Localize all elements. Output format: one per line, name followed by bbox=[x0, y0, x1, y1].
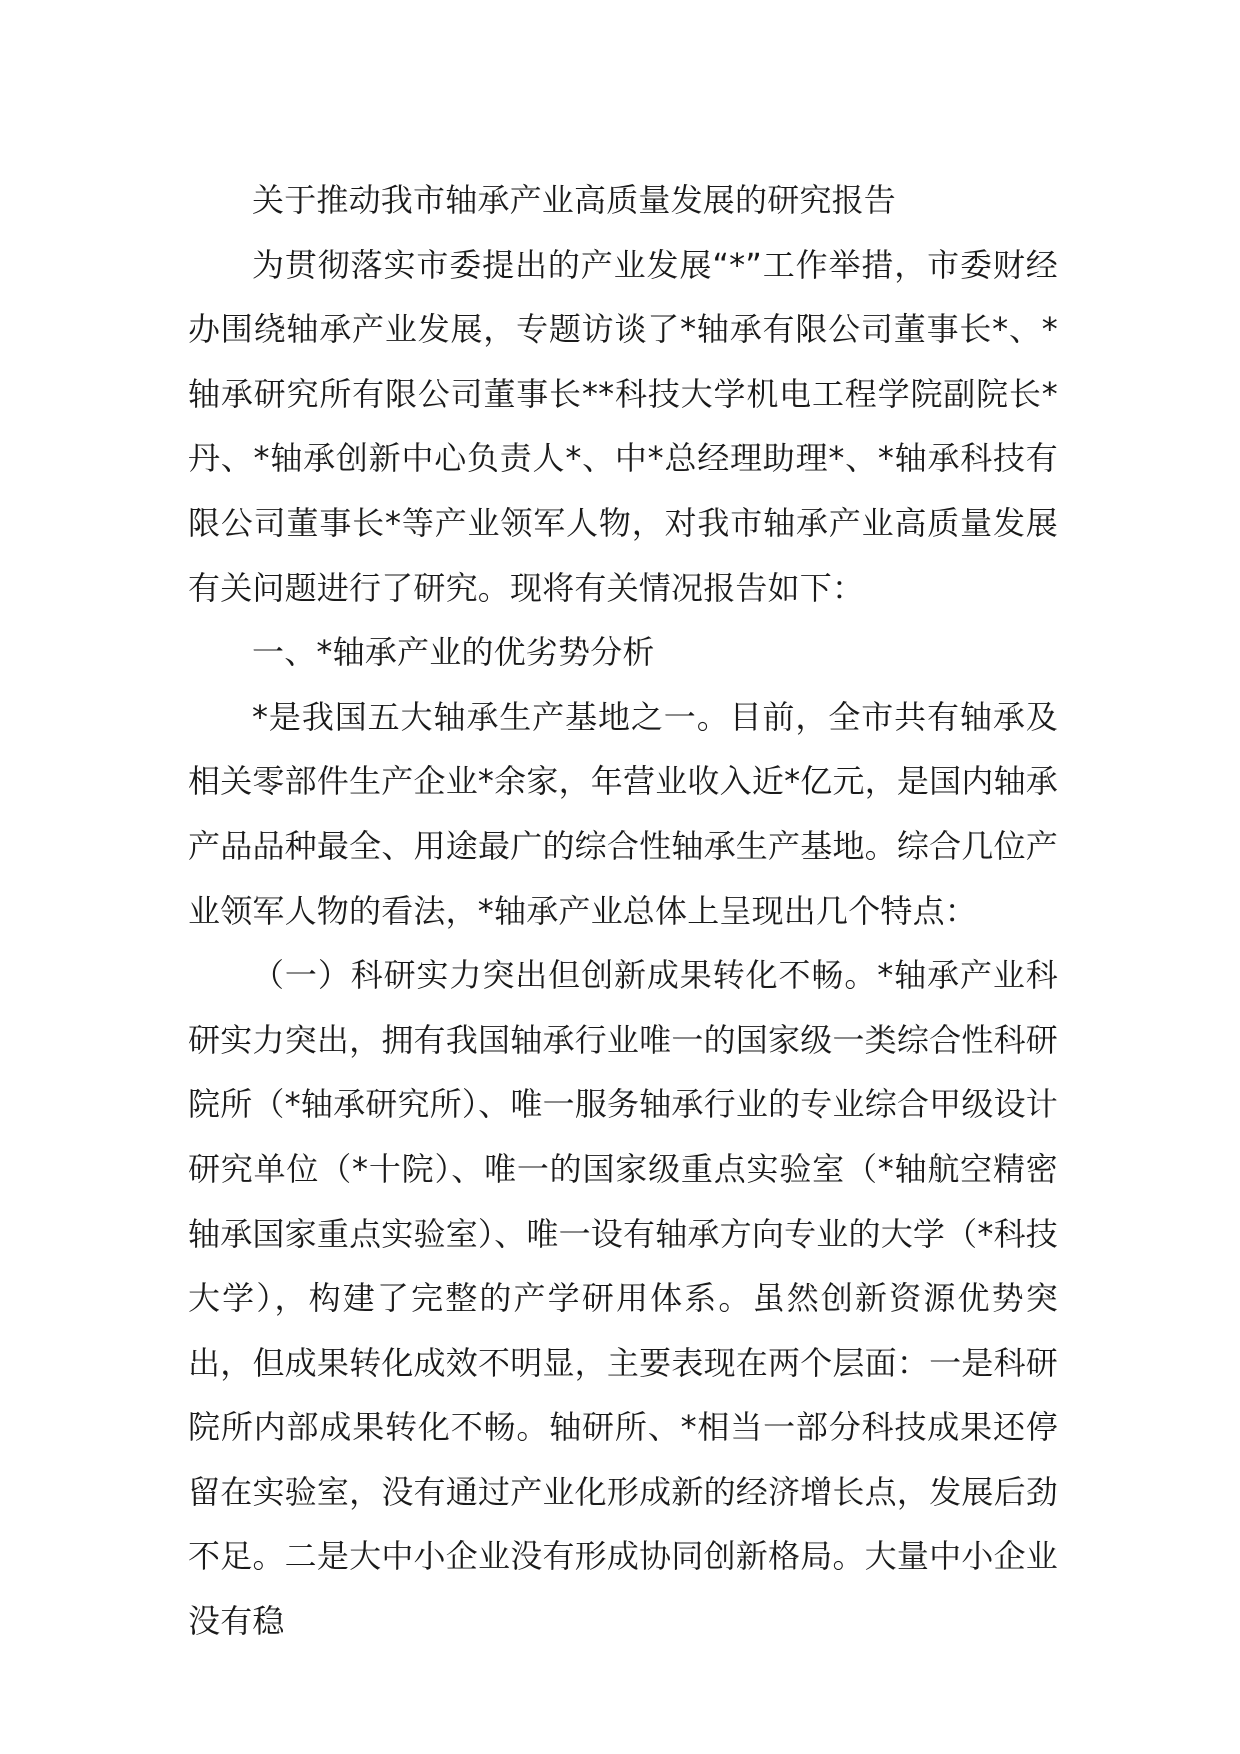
section-paragraph: *是我国五大轴承生产基地之一。目前，全市共有轴承及相关零部件生产企业*余家，年营业收入近*亿元，是国内轴承产品品种最全、用途最广的综合性轴承生产基地。综合几位产业领军人物的看法，*轴承产业总体上呈现出几个特点： bbox=[188, 697, 1058, 930]
document-body bbox=[188, 168, 1058, 1654]
subsection-paragraph: （一）科研实力突出但创新成果转化不畅。*轴承产业科研实力突出，拥有我国轴承行业唯一的国家级一类综合性科研院所（*轴承研究所）、唯一服务轴承行业的专业综合甲级设计研究单位（*十院）、唯一的国家级重点实验室（*轴航空精密轴承国家重点实验室）、唯一设有轴承方向专业的大学（*科技大学），构建了完整的产学研用体系。虽然创新资源优势突出，但成果转化成效不明显，主要表现在两个层面：一是科研院所内部成果转化不畅。轴研所、*相当一部分科技成果还停留在实验室，没有通过产业化形成新的经济增长点，发展后劲不足。二是大中小企业没有形成协同创新格局。大量中小企业没有稳 bbox=[188, 956, 1058, 1641]
section-heading: 一、*轴承产业的优劣势分析 bbox=[252, 633, 655, 672]
document-title: 关于推动我市轴承产业高质量发展的研究报告 bbox=[252, 181, 897, 219]
intro-paragraph: 为贯彻落实市委提出的产业发展“*”工作举措，市委财经办围绕轴承产业发展，专题访谈了*轴承有限公司董事长*、*轴承研究所有限公司董事长**科技大学机电工程学院副院长*丹、*轴承创新中心负责人*、中*总经理助理*、*轴承科技有限公司董事长*等产业领军人物，对我市轴承产业高质量发展有关问题进行了研究。现将有关情况报告如下： bbox=[188, 245, 1058, 607]
